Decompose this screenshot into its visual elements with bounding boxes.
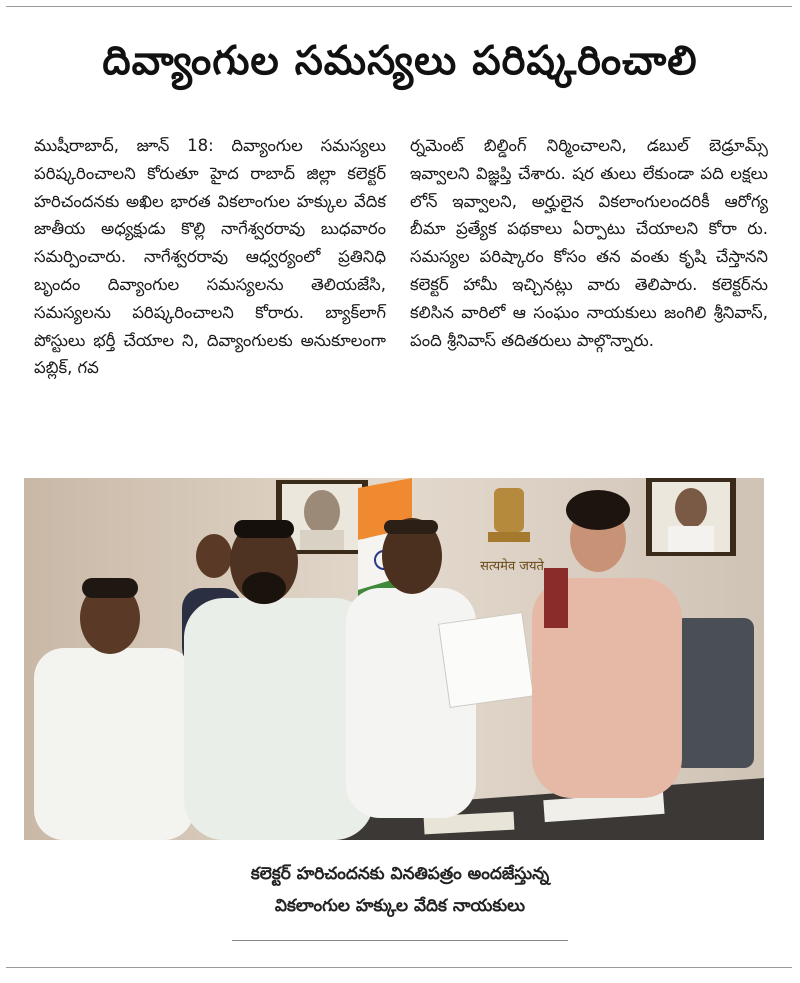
portrait-frame-right <box>646 478 736 556</box>
emblem-motto: सत्यमेव जयते <box>480 559 544 574</box>
article-body-left-column: ముషీరాబాద్, జూన్ 18: దివ్యాంగుల సమస్యలు పరిష్కరించాలని కోరుతూ హైద రాబాద్ జిల్లా కలెక్టర్ హరిచందనకు అఖిల భారత వికలాంగుల హక్కుల వేదిక జాతీయ అధ్యక్షుడు కొల్లి నాగేశ్వరరావు బుధవారం సమర్పించారు. నాగేశ్వరరావు ఆధ్వర్యంలో ప్రతినిధి బృందం దివ్యాంగుల సమస్యలను తెలియజేసి, సమస్యలను పరిష్కరించాలని కోరారు. బ్యాక్‌లాగ్ పోస్టులు భర్తీ చేయాల ని, దివ్యాంగులకు అనుకూలంగా పబ్లిక్, గవ <box>34 136 386 378</box>
photo-caption <box>0 858 800 922</box>
news-photo <box>24 478 764 840</box>
caption-line-1: కలెక్టర్ హరిచందనకు వినతిపత్రం అందజేస్తున్న <box>250 864 550 884</box>
caption-divider <box>232 940 568 941</box>
article-headline: దివ్యాంగుల సమస్యలు పరిష్కరించాలి <box>102 38 698 84</box>
memorandum-paper <box>439 613 534 708</box>
photo-illustration <box>24 478 764 840</box>
office-chair <box>674 618 754 768</box>
caption-line-2: వికలాంగుల హక్కుల వేదిక నాయకులు <box>274 896 526 916</box>
article-body-right-column: ర్నమెంట్ బిల్డింగ్ నిర్మించాలని, డబుల్ బెడ్రూమ్స్ ఇవ్వాలని విజ్ఞప్తి చేశారు. షర తులు లేకుండా పది లక్షలు లోన్ ఇవ్వాలని, అర్హులైన వికలాంగులందరికీ ఆరోగ్య బీమా ప్రత్యేక పథకాలు ఏర్పాటు చేయాలని కోరా రు. సమస్యల పరిష్కారం కోసం తన వంతు కృషి చేస్తానని కలెక్టర్ హామీ ఇచ్చినట్లు వారు తెలిపారు. కలెక్టర్‌ను కలిసిన వారిలో ఆ సంఘం నాయకులు జంగిలి శ్రీనివాస్, పంది శ్రీనివాస్ తదితరులు పాల్గొన్నారు. <box>410 136 768 350</box>
